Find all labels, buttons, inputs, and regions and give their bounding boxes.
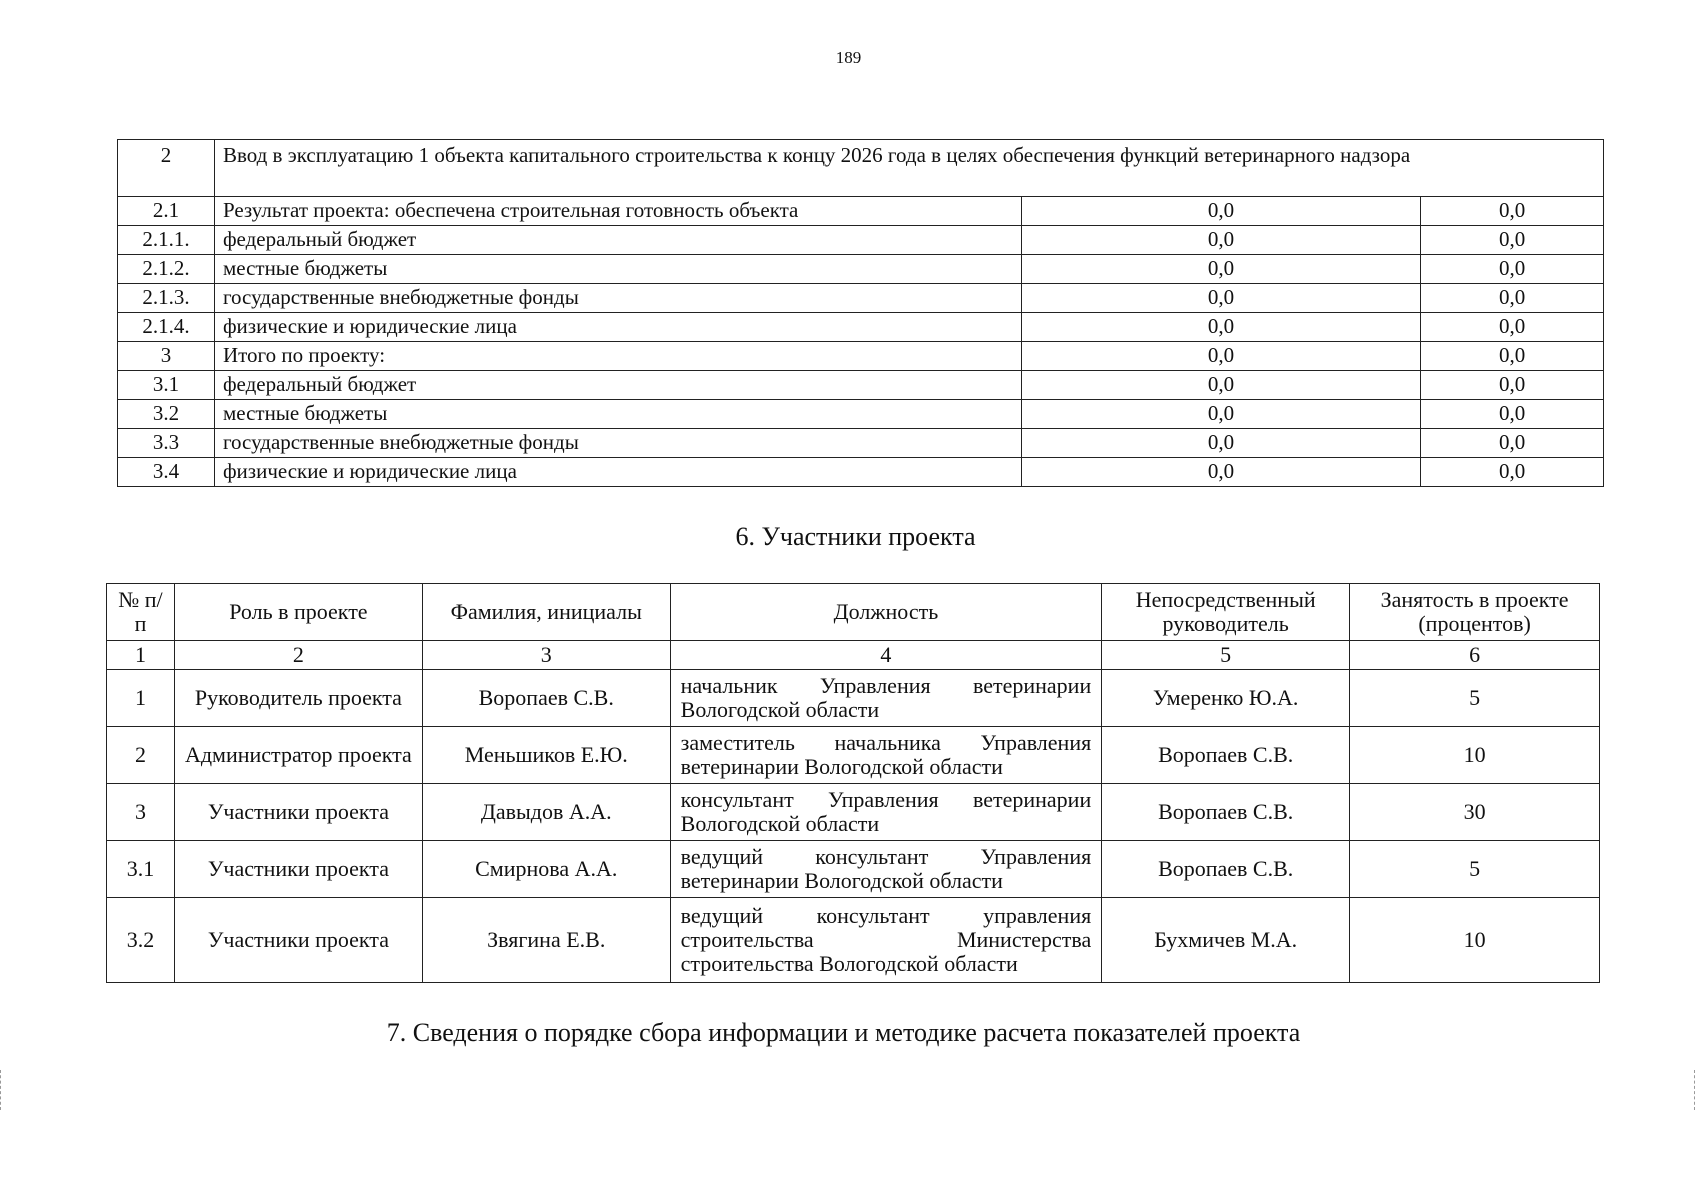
header-name: Фамилия, инициалы [422,584,670,641]
funding-row-value-2: 0,0 [1421,458,1604,487]
funding-row-value-1: 0,0 [1021,371,1420,400]
funding-row [118,197,1604,226]
participant-num: 3 [107,784,175,841]
funding-row-value-2: 0,0 [1421,400,1604,429]
section-7-title: 7. Сведения о порядке сбора информации и методике расчета показателей проекта [386,1018,1301,1047]
funding-row-label: федеральный бюджет [214,371,1021,400]
funding-row-value-1: 0,0 [1021,342,1420,371]
column-number: 6 [1350,641,1600,670]
column-number: 5 [1102,641,1350,670]
funding-row [118,284,1604,313]
funding-row-label: физические и юридические лица [214,313,1021,342]
funding-row-label: государственные внебюджетные фонды [214,429,1021,458]
funding-row-num: 2.1.2. [118,255,215,284]
funding-row-label: федеральный бюджет [214,226,1021,255]
participant-role: Администратор проекта [174,727,422,784]
participants-table [106,583,1600,983]
funding-row [118,400,1604,429]
header-role: Роль в проекте [174,584,422,641]
funding-row-value-2: 0,0 [1421,284,1604,313]
participant-name: Воропаев С.В. [422,670,670,727]
funding-row-value-1: 0,0 [1021,458,1420,487]
participant-position: заместитель начальника Управления ветеринарии Вологодской области [670,727,1102,784]
participant-name: Звягина Е.В. [422,898,670,983]
participant-row [107,727,1600,784]
participant-manager: Воропаев С.В. [1102,841,1350,898]
funding-row-value-2: 0,0 [1421,371,1604,400]
participant-name: Давыдов А.А. [422,784,670,841]
participant-name: Смирнова А.А. [422,841,670,898]
section-6-title: 6. Участники проекта [735,522,976,551]
participant-manager: Бухмичев М.А. [1102,898,1350,983]
funding-row-value-2: 0,0 [1421,342,1604,371]
funding-row [118,342,1604,371]
funding-row-value-1: 0,0 [1021,255,1420,284]
funding-row-value-1: 0,0 [1021,226,1420,255]
participant-role: Участники проекта [174,841,422,898]
funding-row-label: местные бюджеты [214,255,1021,284]
participant-num: 2 [107,727,175,784]
participant-manager: Воропаев С.В. [1102,784,1350,841]
participant-manager: Умеренко Ю.А. [1102,670,1350,727]
header-num: № п/п [107,584,175,641]
funding-row-num: 3.3 [118,429,215,458]
funding-row-label: местные бюджеты [214,400,1021,429]
funding-row [118,226,1604,255]
participant-share: 10 [1350,727,1600,784]
funding-row-num: 2.1.4. [118,313,215,342]
participant-share: 10 [1350,898,1600,983]
participant-row [107,841,1600,898]
funding-row-num: 2.1 [118,197,215,226]
funding-row [118,371,1604,400]
participant-role: Участники проекта [174,898,422,983]
funding-row-value-1: 0,0 [1021,284,1420,313]
header-share: Занятость в проекте (процентов) [1350,584,1600,641]
funding-row-num: 3.4 [118,458,215,487]
header-position: Должность [670,584,1102,641]
participant-row [107,670,1600,727]
funding-row-num: 3.1 [118,371,215,400]
funding-row-value-2: 0,0 [1421,226,1604,255]
funding-row-value-2: 0,0 [1421,313,1604,342]
participant-manager: Воропаев С.В. [1102,727,1350,784]
participant-num: 3.2 [107,898,175,983]
participant-name: Меньшиков Е.Ю. [422,727,670,784]
column-number: 1 [107,641,175,670]
funding-row-num: 3.2 [118,400,215,429]
page-number: 189 [835,48,862,67]
funding-row-label: государственные внебюджетные фонды [214,284,1021,313]
column-number: 2 [174,641,422,670]
funding-row-value-1: 0,0 [1021,197,1420,226]
left-edge-mark [0,1070,3,1110]
funding-row-value-1: 0,0 [1021,400,1420,429]
funding-row-num: 2.1.3. [118,284,215,313]
funding-row [118,255,1604,284]
header-manager: Непосредственный руководитель [1102,584,1350,641]
funding-row-value-2: 0,0 [1421,429,1604,458]
participant-num: 3.1 [107,841,175,898]
funding-row [118,429,1604,458]
participant-role: Руководитель проекта [174,670,422,727]
funding-row-label: Итого по проекту: [214,342,1021,371]
funding-row-num: 3 [118,342,215,371]
funding-header-text: Ввод в эксплуатацию 1 объекта капитального строительства к концу 2026 года в целях обеспечения функций ветеринарного надзора [214,140,1603,197]
participant-role: Участники проекта [174,784,422,841]
funding-row-label: Результат проекта: обеспечена строительная готовность объекта [214,197,1021,226]
participant-share: 5 [1350,841,1600,898]
funding-row-num: 2.1.1. [118,226,215,255]
funding-row-value-1: 0,0 [1021,313,1420,342]
participant-share: 30 [1350,784,1600,841]
funding-row [118,458,1604,487]
participant-num: 1 [107,670,175,727]
funding-row-label: физические и юридические лица [214,458,1021,487]
column-number: 3 [422,641,670,670]
funding-header-num: 2 [118,140,215,197]
funding-row-value-2: 0,0 [1421,255,1604,284]
participant-row [107,898,1600,983]
funding-header-row [118,140,1604,197]
participant-position: ведущий консультант Управления ветеринарии Вологодской области [670,841,1102,898]
participant-position: начальник Управления ветеринарии Вологодской области [670,670,1102,727]
funding-row [118,313,1604,342]
column-numbers-row [107,641,1600,670]
funding-row-value-1: 0,0 [1021,429,1420,458]
participant-rows [107,670,1600,983]
participant-row [107,784,1600,841]
participant-share: 5 [1350,670,1600,727]
funding-rows [118,197,1604,487]
column-number: 4 [670,641,1102,670]
participants-header-row [107,584,1600,641]
funding-table [117,139,1604,487]
funding-row-value-2: 0,0 [1421,197,1604,226]
participant-position: ведущий консультант управления строительства Министерства строительства Вологодской области [670,898,1102,983]
participant-position: консультант Управления ветеринарии Вологодской области [670,784,1102,841]
